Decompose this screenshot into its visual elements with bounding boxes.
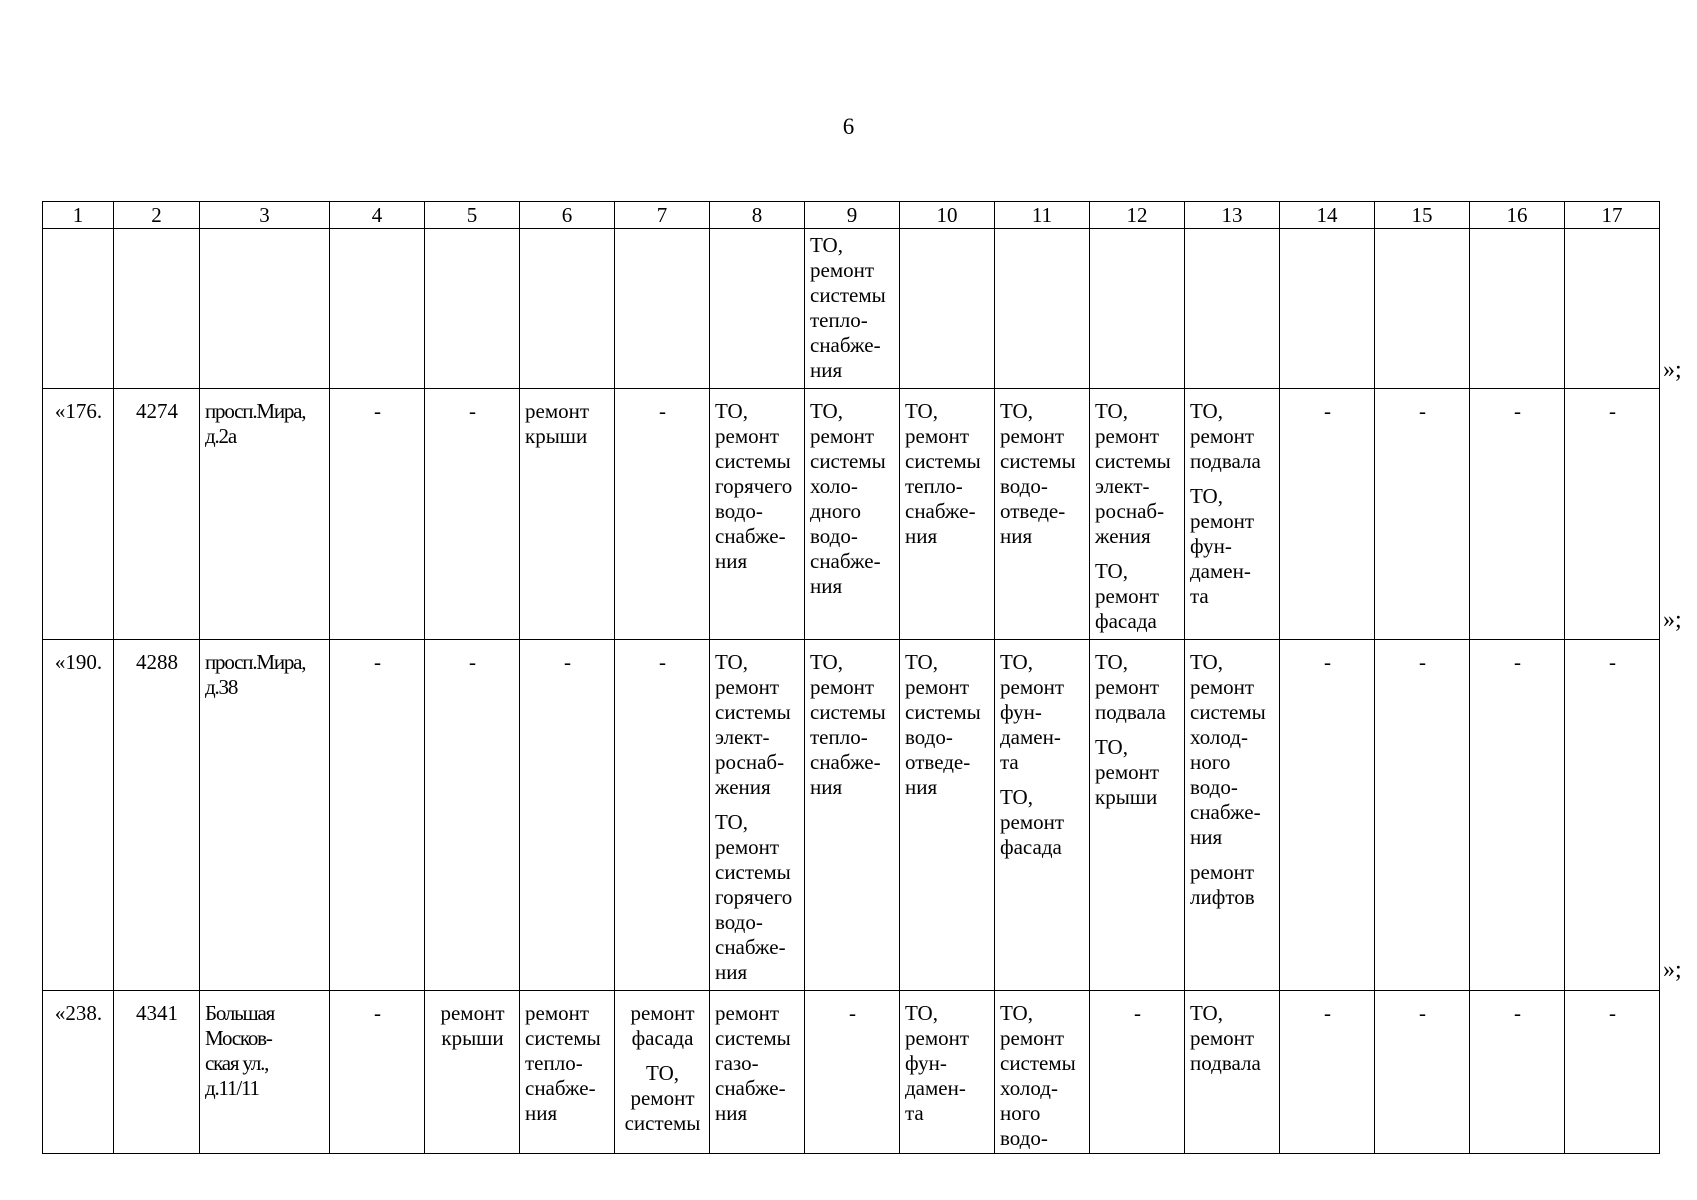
table-cell xyxy=(805,229,900,389)
table-cell xyxy=(615,389,710,640)
cell-text: Большая Москов- ская ул., д.11/11 xyxy=(205,1001,275,1100)
column-number: 5 xyxy=(425,202,520,229)
works-table xyxy=(42,201,1660,1154)
column-number: 8 xyxy=(710,202,805,229)
table-cell xyxy=(1090,389,1185,640)
table-cell xyxy=(520,991,615,1154)
column-number: 13 xyxy=(1185,202,1280,229)
table-cell xyxy=(425,991,520,1154)
cell-text: ТО, ремонт системы элект- роснаб- жения xyxy=(715,650,791,799)
table-cell xyxy=(43,389,114,640)
table-cell xyxy=(330,389,425,640)
table-cell xyxy=(1185,389,1280,640)
table-cell xyxy=(425,640,520,991)
cell-text: просп.Мира, д.38 xyxy=(205,650,306,699)
cell-text: ремонт крыши xyxy=(525,399,590,448)
cell-text: ТО, ремонт фун- дамен- та xyxy=(905,1001,970,1125)
table-cell xyxy=(995,991,1090,1154)
cell-text: - xyxy=(1134,1001,1141,1025)
table-cell xyxy=(520,640,615,991)
table-cell xyxy=(1375,991,1470,1154)
table-cell xyxy=(900,229,995,389)
cell-text: ТО, ремонт фун- дамен- та xyxy=(1190,484,1255,608)
cell-text: - xyxy=(1324,650,1331,674)
cell-text: - xyxy=(849,1001,856,1025)
table-cell xyxy=(1565,640,1660,991)
column-number: 11 xyxy=(995,202,1090,229)
table-cell xyxy=(1470,389,1565,640)
table-cell xyxy=(43,229,114,389)
cell-text: ТО, ремонт системы холо- дного водо- снабже- ния xyxy=(810,399,886,598)
cell-text: - xyxy=(659,650,666,674)
table-cell xyxy=(425,229,520,389)
column-number: 15 xyxy=(1375,202,1470,229)
cell-text: ремонт фасада xyxy=(630,1001,695,1050)
cell-text: ТО, ремонт системы горячего водо- снабже- ния xyxy=(715,810,793,984)
column-number: 3 xyxy=(200,202,330,229)
table-cell xyxy=(1565,991,1660,1154)
table-cell xyxy=(710,389,805,640)
table-cell xyxy=(1375,389,1470,640)
cell-text: - xyxy=(1609,1001,1616,1025)
column-number: 12 xyxy=(1090,202,1185,229)
table-cell xyxy=(1090,991,1185,1154)
cell-text: просп.Мира, д.2а xyxy=(205,399,306,448)
column-number: 7 xyxy=(615,202,710,229)
table-cell xyxy=(710,640,805,991)
table-cell xyxy=(1280,389,1375,640)
cell-text: 4274 xyxy=(136,399,178,423)
cell-text: ремонт крыши xyxy=(440,1001,505,1050)
column-number: 16 xyxy=(1470,202,1565,229)
cell-text: «190. xyxy=(54,650,103,674)
cell-text: - xyxy=(659,399,666,423)
cell-text: - xyxy=(374,399,381,423)
table-cell xyxy=(995,229,1090,389)
cell-text: - xyxy=(1609,399,1616,423)
table-cell xyxy=(805,640,900,991)
cell-text: ТО, ремонт крыши xyxy=(1095,735,1160,809)
table-cell xyxy=(43,991,114,1154)
cell-text: 4288 xyxy=(136,650,178,674)
table-cell xyxy=(1185,991,1280,1154)
column-number: 17 xyxy=(1565,202,1660,229)
cell-text: - xyxy=(1419,399,1426,423)
table-cell xyxy=(1280,991,1375,1154)
table-row xyxy=(43,991,1660,1154)
table-cell xyxy=(200,640,330,991)
table-cell xyxy=(1185,640,1280,991)
table-cell xyxy=(43,640,114,991)
column-number: 14 xyxy=(1280,202,1375,229)
table-cell xyxy=(330,640,425,991)
cell-text: ТО, ремонт фасада xyxy=(1095,559,1160,633)
column-number: 4 xyxy=(330,202,425,229)
cell-text: - xyxy=(1324,399,1331,423)
table-cell xyxy=(114,229,200,389)
table-cell xyxy=(1565,229,1660,389)
table-cell xyxy=(900,991,995,1154)
table-cell xyxy=(200,229,330,389)
closing-quote-mark: »; xyxy=(1663,357,1682,383)
cell-text: «176. xyxy=(54,399,103,423)
cell-text: - xyxy=(469,650,476,674)
table-row xyxy=(43,389,1660,640)
table-cell xyxy=(805,991,900,1154)
cell-text: - xyxy=(1514,1001,1521,1025)
table-cell xyxy=(1280,229,1375,389)
table-cell xyxy=(1375,229,1470,389)
cell-text: ТО, ремонт подвала xyxy=(1190,1001,1261,1075)
cell-text: ТО, ремонт системы холод- ного водо- xyxy=(1000,1001,1076,1150)
table-cell xyxy=(615,640,710,991)
table-cell xyxy=(330,229,425,389)
cell-text: - xyxy=(1514,399,1521,423)
cell-text: ТО, ремонт подвала xyxy=(1095,650,1166,724)
column-number: 9 xyxy=(805,202,900,229)
table-cell xyxy=(1090,229,1185,389)
cell-text: - xyxy=(374,650,381,674)
cell-text: ТО, ремонт системы горячего водо- снабже- ния xyxy=(715,399,793,573)
cell-text: ремонт лифтов xyxy=(1190,860,1255,909)
cell-text: - xyxy=(1324,1001,1331,1025)
cell-text: - xyxy=(564,650,571,674)
cell-text: - xyxy=(374,1001,381,1025)
cell-text: «238. xyxy=(54,1001,103,1025)
cell-text: ТО, ремонт системы xyxy=(624,1061,701,1135)
cell-text: ТО, ремонт системы холод- ного водо- снабже- ния xyxy=(1190,650,1266,849)
closing-quote-mark: »; xyxy=(1663,607,1682,633)
table-cell xyxy=(615,991,710,1154)
table-cell xyxy=(710,229,805,389)
table-cell xyxy=(330,991,425,1154)
table-cell xyxy=(1375,640,1470,991)
page-number: 6 xyxy=(842,114,855,139)
cell-text: - xyxy=(469,399,476,423)
table-cell xyxy=(520,229,615,389)
cell-text: ТО, ремонт фун- дамен- та xyxy=(1000,650,1065,774)
table-row xyxy=(43,229,1660,389)
cell-text: - xyxy=(1514,650,1521,674)
table-cell xyxy=(425,389,520,640)
table-cell xyxy=(995,389,1090,640)
closing-quote-mark: »; xyxy=(1663,957,1682,983)
header-row xyxy=(43,202,1660,229)
column-number: 10 xyxy=(900,202,995,229)
table-cell xyxy=(114,991,200,1154)
table-cell xyxy=(900,640,995,991)
table-cell xyxy=(900,389,995,640)
table-cell xyxy=(1280,640,1375,991)
table-cell xyxy=(1470,229,1565,389)
cell-text: - xyxy=(1419,650,1426,674)
cell-text: - xyxy=(1609,650,1616,674)
table-cell xyxy=(805,389,900,640)
table-cell xyxy=(1470,640,1565,991)
column-number: 1 xyxy=(43,202,114,229)
cell-text: ТО, ремонт системы элект- роснаб- жения xyxy=(1095,399,1171,548)
cell-text: ТО, ремонт системы тепло- снабже- ния xyxy=(810,233,886,382)
table-cell xyxy=(1565,389,1660,640)
table-cell xyxy=(1470,991,1565,1154)
table-cell xyxy=(200,991,330,1154)
cell-text: - xyxy=(1419,1001,1426,1025)
table-cell xyxy=(615,229,710,389)
table-cell xyxy=(114,640,200,991)
cell-text: ремонт системы газо- снабже- ния xyxy=(715,1001,791,1125)
table-cell xyxy=(200,389,330,640)
table-cell xyxy=(520,389,615,640)
column-number: 2 xyxy=(114,202,200,229)
cell-text: 4341 xyxy=(136,1001,178,1025)
column-number: 6 xyxy=(520,202,615,229)
table-cell xyxy=(1090,640,1185,991)
cell-text: ТО, ремонт системы водо- отведе- ния xyxy=(905,650,981,799)
cell-text: ремонт системы тепло- снабже- ния xyxy=(525,1001,601,1125)
table-cell xyxy=(710,991,805,1154)
cell-text: ТО, ремонт системы тепло- снабже- ния xyxy=(810,650,886,799)
cell-text: ТО, ремонт фасада xyxy=(1000,785,1065,859)
cell-text: ТО, ремонт подвала xyxy=(1190,399,1261,473)
cell-text: ТО, ремонт системы водо- отведе- ния xyxy=(1000,399,1076,548)
table-row xyxy=(43,640,1660,991)
table-cell xyxy=(114,389,200,640)
table-cell xyxy=(995,640,1090,991)
table-cell xyxy=(1185,229,1280,389)
cell-text: ТО, ремонт системы тепло- снабже- ния xyxy=(905,399,981,548)
